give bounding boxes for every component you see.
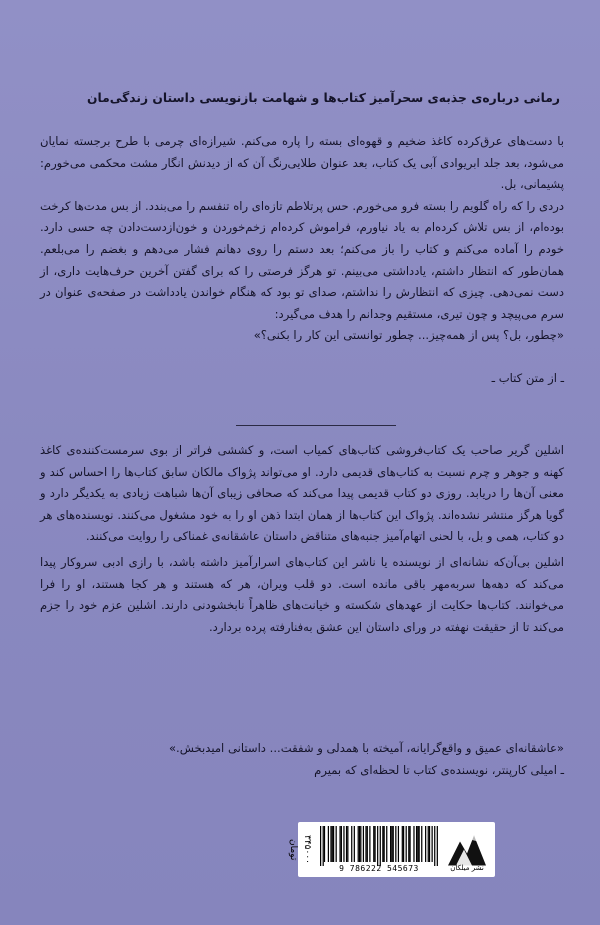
excerpt-quote: «چطور، بل؟ پس از همه‌چیز... چطور توانستی این کار را بکنی؟» <box>253 328 564 343</box>
review-attribution: ـ امیلی کارپنتر، نویسنده‌ی کتاب تا لحظه‌ای که بمیرم <box>314 762 564 777</box>
excerpt-paragraph: دردی را که راه گلویم را بسته فرو می‌خورم. حس پرتلاطم تازه‌ای راه تنفسم را می‌بندد. از بس مدت‌ها کرخت بوده‌ام، از بس تلاش کرده‌ام به یاد نیاورم، فراموش کرده‌ام زخم‌خوردن و خون‌ازدست‌دادن چه حسی دارد. خودم را آماده می‌کنم و کتاب را باز می‌کنم؛ بعد دستم را روی دهانم فشار می‌دهم و بغضم را می‌بلعم. همان‌طور که انتظار داشتم، یادداشتی می‌بینم. تو هرگز فرصتی را که برای گفتن آخرین حرف‌هایت داری، از دست نمی‌دهی. چیزی که انتظارش را نداشتم، صدای تو بود که هنگام خواندن یادداشت در صفحه‌ی عنوان در سرم می‌پیچد و چون تیری، مستقیم وجدانم را هدف می‌گیرد: <box>40 198 564 321</box>
price-label: ۳۴۵۰۰۰ تومان <box>288 834 312 864</box>
excerpt-paragraph: با دست‌های عرق‌کرده کاغذ ضخیم و قهوه‌ای بسته را پاره می‌کنم. شیرازه‌ای چرمی با طرح برجسته نمایان می‌شود، بعد جلد ابریوادی آبی یک کتاب، بعد عنوان طلایی‌رنگ آن که از دیدنش انگار مشت محکمی می‌خورم: پشیمانی، بل. <box>40 134 564 192</box>
publisher-name: نشر میلکان <box>450 864 484 872</box>
isbn-digits: 9 786222 545673 <box>339 864 419 873</box>
review-quote: «عاشقانه‌ای عمیق و واقع‌گرایانه، آمیخته با همدلی و شفقت... داستانی امیدبخش.» <box>168 741 564 755</box>
section-divider <box>236 425 396 426</box>
description-paragraph: اشلین بی‌آن‌که نشانه‌ای از نویسنده یا ناشر این کتاب‌های اسرارآمیز داشته باشد، با رازی ادبی سروکار پیدا می‌کند که دهه‌ها سربه‌مهر باقی مانده است. دو قلب ویران، هر که هستند و هر کجا هستند، او را فرا می‌خوانند. کتاب‌ها حکایت از عهدهای شکسته و خیانت‌های ظاهراً نابخشودنی دارند. اشلین عزم خود را جزم می‌کند تا از حقیقت نهفته در ورای داستان این عشق به‌فنارفته پرده بردارد. <box>40 554 564 634</box>
tagline: رمانی درباره‌ی جذبه‌ی سحرآمیز کتاب‌ها و شهامت بازنویسی داستان زندگی‌مان <box>86 91 560 105</box>
excerpt-source: ـ از متن کتاب ـ <box>491 371 564 385</box>
barcode <box>320 826 438 866</box>
book-description <box>40 440 564 642</box>
review-blurb <box>40 738 564 781</box>
book-excerpt <box>40 131 564 347</box>
description-paragraph: اشلین گریر صاحب یک کتاب‌فروشی کتاب‌های کمیاب است، و کششی فراتر از بوی سرمست‌کننده‌ی کاغذ کهنه و جوهر و چرم نسبت به کتاب‌های قدیمی دارد. او می‌تواند پژواک مالکان سابق کتاب‌ها را احساس کند و معنی آن‌ها را دریابد. روزی دو کتاب قدیمی پیدا می‌کند که صحافی زیبای آن‌ها شباهت زیادی به یکدیگر دارد و گویا هرگز منتشر نشده‌اند. پژواک این کتاب‌ها از همان ابتدا ذهن او را به خود مشغول می‌کنند. نویسنده‌های هر دو کتاب، همی و بل، با لحنی اتهام‌آمیز جنبه‌های متناقض داستان عاشقانه‌ی غمناکی را روایت می‌کنند. <box>40 443 564 544</box>
